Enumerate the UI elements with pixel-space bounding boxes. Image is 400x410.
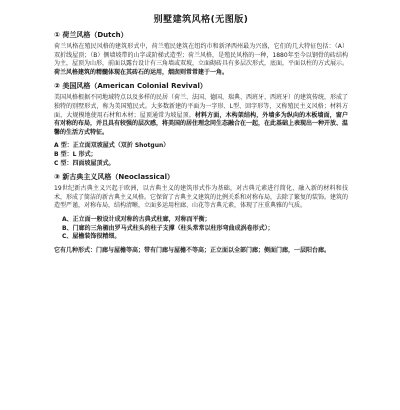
section-heading-american-colonial: ② 美国风格（American Colonial Revival） — [54, 82, 207, 91]
neoclassical-paragraph: 19世纪新古典主义兴起于欧洲，以古典主义的建筑形式作为基础，对古典元素进行简化，融入新的材料和技术，形成了简洁的新古典主义风格。它保留了古典主义建筑的比例关系和对称布局，去除了繁复的装饰。建筑的造型严谨，对称布局，结构清晰，立面多运用柱廊、山花等古典元素，体现了庄重典雅的气质。 — [54, 185, 349, 210]
neoclassical-feature-list — [54, 216, 348, 242]
document-title: 别墅建筑风格(无图版) — [153, 15, 249, 25]
colonial-type-list — [54, 142, 348, 168]
colonial-paragraph-text: 美国风格根据不同地域特点以及多样的民居（荷兰、法国、德国、瑞典、西班牙、西班牙）的建筑传统，形成了独特的别墅形式，称为美国殖民式。大多数新建的平面为一字形、L型、回字形等，又称殖民主义风格；材料方面，大规模地使用石材和木材；屋顶通常为坡屋顶。 — [54, 94, 349, 119]
dutch-paragraph-bold: 荷兰风格建筑的精髓体现在其砖石的运用，烟囱则常常建于一角。 — [54, 68, 229, 76]
colonial-paragraph — [54, 94, 348, 137]
section-heading-dutch: ① 荷兰风格（Dutch） — [54, 31, 128, 39]
feature-item-a: A、正立面一般设计成对称的古典式柱廊，对称而平衡； — [62, 215, 211, 223]
feature-item-b: B、门廊的三角楣由罗马式柱头的柱子支撑（柱头常常以柱形弯曲成涡卷形式）； — [62, 224, 274, 232]
feature-item-c: C、屋檐装饰很精细。 — [62, 233, 121, 241]
colonial-paragraph-bold: 材料方面，木构架结构，外墙多为纵向的木板墙面，窗户有对称的布局，并且具有较强的层次感，将美国的居住理念同生态融合在一起，在此基础上表现出一种开放、温馨的生活方式特征。 — [54, 111, 349, 136]
dutch-paragraph — [54, 43, 348, 77]
dutch-paragraph-text: 荷兰风格在殖民风格的建筑形式中，荷兰殖民建筑在纽约市和新泽西州最为兴盛，它们的几大特征包括：（A）双折线屋顶；（B）侧墙坡带的山字或阶梯式造型；荷兰风格，是殖民风格的一种，1880年至今以钢骨的砖结构为主，屋顶为山形，前面以露台设计有三角墙或双坡，立面砌砖具有多层次形式，底面，平面以柱的方式展示。 — [54, 43, 349, 68]
closing-paragraph: 它有几种形式：门廊与屋檐等高；带有门廊与屋檐不等高；正立面以全部门廊；侧面门廊，一层阳台廊。 — [54, 246, 331, 254]
type-item-c: C 型：四面坡屋顶式。 — [54, 159, 115, 167]
type-item-a: A 型：正立面双坡屋式（双折 Shotgun） — [54, 142, 170, 150]
type-item-b: B 型：L 形式； — [54, 150, 97, 158]
section-heading-neoclassical: ③ 新古典主义风格（Neoclassical） — [54, 173, 175, 182]
